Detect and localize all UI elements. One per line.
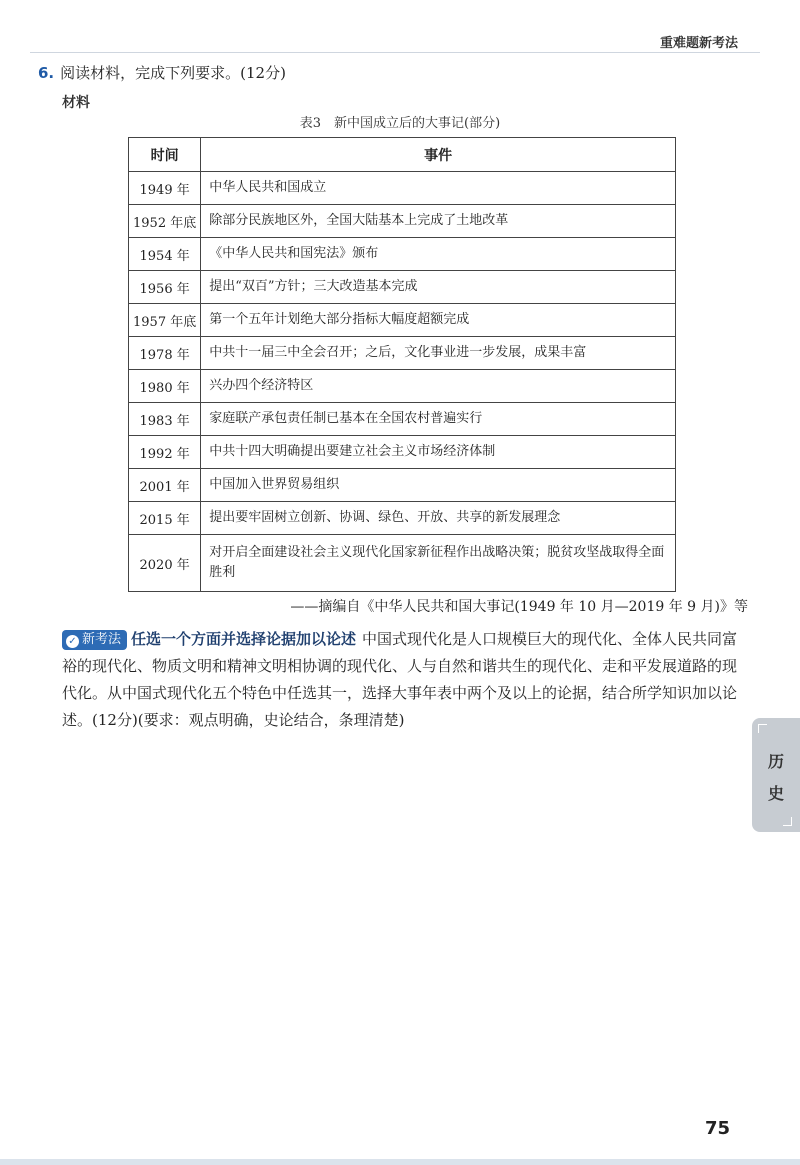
- row-event: 家庭联产承包责任制已基本在全国农村普遍实行: [201, 403, 676, 436]
- page-number: 75: [704, 1118, 730, 1139]
- header-divider: [30, 52, 760, 53]
- row-event: 中国加入世界贸易组织: [201, 469, 676, 502]
- question-heading: [38, 62, 286, 83]
- row-year: 1992 年: [129, 436, 201, 469]
- row-year: 1978 年: [129, 337, 201, 370]
- table-row: [129, 403, 676, 436]
- table-row: [129, 271, 676, 304]
- header-event: 事件: [201, 138, 676, 172]
- new-method-badge: [62, 630, 127, 650]
- table-row: [129, 238, 676, 271]
- row-event: 中共十一届三中全会召开；之后，文化事业进一步发展，成果丰富: [201, 337, 676, 370]
- table-row: [129, 436, 676, 469]
- table-source: ——摘编自《中华人民共和国大事记(1949 年 10 月—2019 年 9 月)》等: [290, 599, 748, 615]
- row-year: 2001 年: [129, 469, 201, 502]
- row-event: 第一个五年计划绝大部分指标大幅度超额完成: [201, 304, 676, 337]
- row-event: 《中华人民共和国宪法》颁布: [201, 238, 676, 271]
- task-body: 中国式现代化是人口规模巨大的现代化、全体人民共同富裕的现代化、物质文明和精神文明相协调的现代化、人与自然和谐共生的现代化、走和平发展道路的现代化。从中国式现代化五个特色中任选其一，选择大事年表中两个及以上的论据，结合所学知识加以论述。(12分)(要求：观点明确，史论结合，条理清楚): [62, 630, 738, 729]
- row-event: 中共十四大明确提出要建立社会主义市场经济体制: [201, 436, 676, 469]
- row-event: 对开启全面建设社会主义现代化国家新征程作出战略决策；脱贫攻坚战取得全面胜利: [201, 535, 676, 592]
- table-row: [129, 337, 676, 370]
- row-event: 兴办四个经济特区: [201, 370, 676, 403]
- table-row: [129, 370, 676, 403]
- task-paragraph: [62, 626, 742, 734]
- task-title: 任选一个方面并选择论据加以论述: [131, 630, 357, 648]
- table-row: [129, 535, 676, 592]
- subject-label: [752, 746, 800, 810]
- row-event: 提出“双百”方针；三大改造基本完成: [201, 271, 676, 304]
- row-event: 提出要牢固树立创新、协调、绿色、开放、共享的新发展理念: [201, 502, 676, 535]
- header-time: 时间: [129, 138, 201, 172]
- material-label: 材料: [62, 95, 90, 111]
- row-year: 1980 年: [129, 370, 201, 403]
- table-row: [129, 304, 676, 337]
- row-year: 1956 年: [129, 271, 201, 304]
- section-header: 重难题新考法: [659, 36, 738, 51]
- row-event: 除部分民族地区外，全国大陆基本上完成了土地改革: [201, 205, 676, 238]
- question-prompt: 阅读材料，完成下列要求。(12分): [60, 64, 286, 82]
- row-year: 1983 年: [129, 403, 201, 436]
- badge-label: 新考法: [82, 632, 122, 647]
- subject-char-2: 史: [767, 784, 784, 803]
- row-event: 中华人民共和国成立: [201, 172, 676, 205]
- table-row: [129, 172, 676, 205]
- row-year: 1954 年: [129, 238, 201, 271]
- row-year: 2015 年: [129, 502, 201, 535]
- row-year: 1949 年: [129, 172, 201, 205]
- page-bottom-edge: [0, 1159, 800, 1165]
- row-year: 1952 年底: [129, 205, 201, 238]
- table-row: [129, 205, 676, 238]
- lightbulb-icon: ✓: [66, 635, 79, 648]
- corner-mark-icon: [783, 817, 792, 826]
- table-header-row: [129, 138, 676, 172]
- row-year: 1957 年底: [129, 304, 201, 337]
- table-row: [129, 502, 676, 535]
- subject-side-tab: [752, 718, 800, 832]
- table-row: [129, 469, 676, 502]
- table-caption: 表3 新中国成立后的大事记(部分): [299, 116, 501, 131]
- row-year: 2020 年: [129, 535, 201, 592]
- subject-char-1: 历: [767, 752, 784, 771]
- question-number: 6.: [38, 64, 55, 82]
- corner-mark-icon: [758, 724, 767, 733]
- events-table: [128, 137, 676, 592]
